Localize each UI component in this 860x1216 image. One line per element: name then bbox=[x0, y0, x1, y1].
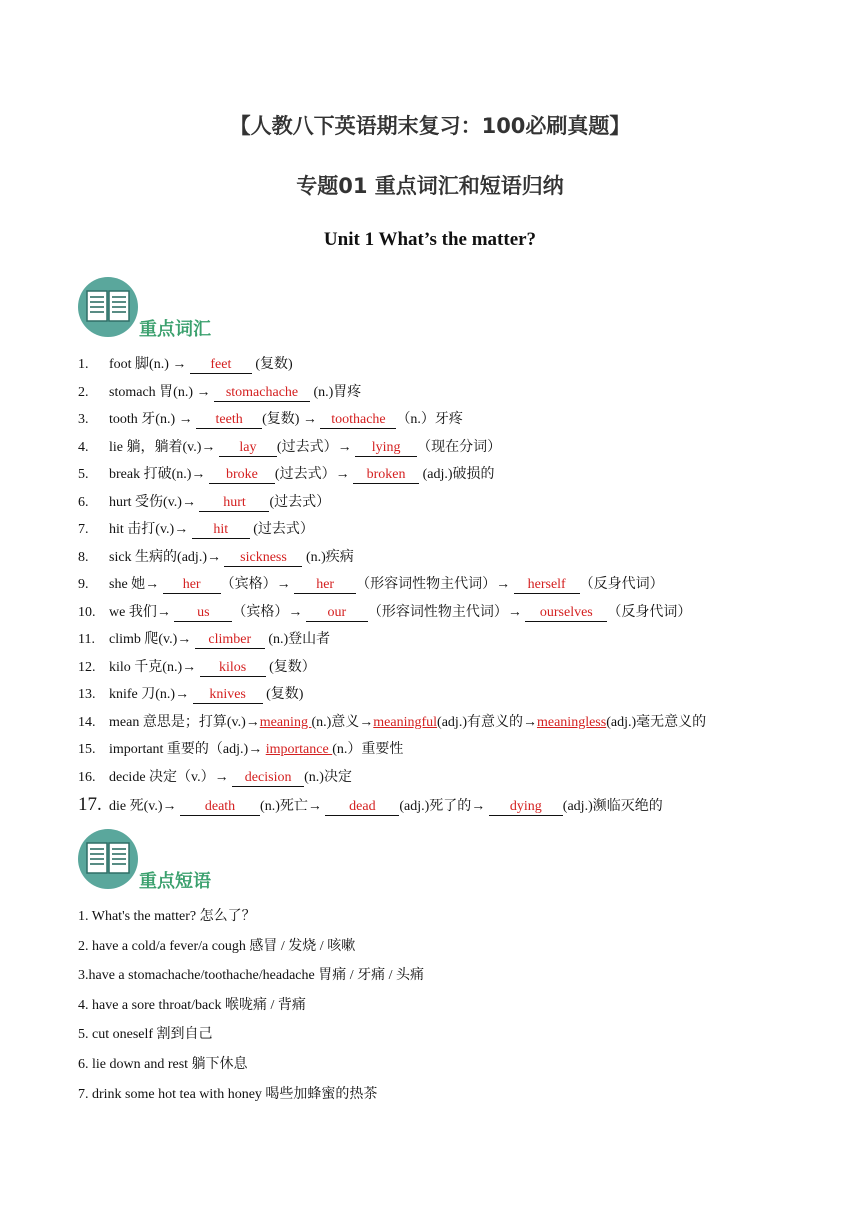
item-text: (过去式） bbox=[269, 494, 331, 510]
answer-underlined: meaning bbox=[259, 714, 312, 730]
item-text: hurt 受伤(v.)→ bbox=[109, 494, 200, 510]
item-number: 5. bbox=[78, 467, 89, 482]
item-number: 14. bbox=[78, 714, 96, 730]
item-text: kilo 千克(n.)→ bbox=[109, 659, 200, 675]
item-number: 8. bbox=[78, 549, 89, 565]
item-text: (adj.)死了的→ bbox=[399, 799, 489, 814]
vocab-item bbox=[78, 654, 838, 682]
item-number: 12. bbox=[78, 659, 96, 675]
vocab-item bbox=[78, 791, 838, 819]
vocab-list bbox=[78, 351, 838, 819]
item-text: （反身代词） bbox=[607, 604, 692, 620]
vocab-item bbox=[78, 626, 838, 654]
item-text: (n.)胃疼 bbox=[309, 384, 362, 400]
document-title: 【人教八下英语期末复习：100必刷真题】 bbox=[229, 114, 631, 138]
item-text: (n.)决定 bbox=[304, 769, 352, 785]
phrase-section-title: 重点短语 bbox=[139, 871, 211, 892]
item-text: (复数） bbox=[265, 659, 316, 675]
item-text: (n.)疾病 bbox=[302, 549, 354, 565]
vocab-item bbox=[78, 516, 838, 544]
answer-blank: sickness bbox=[224, 550, 302, 567]
vocab-item bbox=[78, 379, 838, 407]
item-text: (过去式）→ bbox=[274, 467, 354, 482]
topic-subtitle: 专题01 重点词汇和短语归纳 bbox=[296, 174, 564, 198]
item-number: 4. bbox=[78, 439, 89, 455]
vocab-item bbox=[78, 599, 838, 627]
item-text: die 死(v.)→ bbox=[109, 799, 181, 814]
answer-blank: toothache bbox=[320, 412, 396, 429]
item-number: 15. bbox=[78, 742, 96, 757]
item-text: tooth 牙(n.) → bbox=[109, 412, 197, 427]
item-text: she 她→ bbox=[109, 577, 163, 592]
item-text: mean 意思是；打算(v.)→ bbox=[109, 714, 260, 730]
item-text: (复数) bbox=[251, 357, 293, 372]
vocab-item bbox=[78, 544, 838, 572]
item-text: （宾格）→ bbox=[232, 604, 306, 620]
item-text: climb 爬(v.)→ bbox=[109, 632, 195, 647]
item-text: (adj.)毫无意义的 bbox=[606, 714, 707, 730]
item-number: 7. bbox=[78, 522, 89, 537]
item-text: lie 躺，躺着(v.)→ bbox=[109, 439, 219, 455]
item-number: 3. bbox=[78, 412, 89, 427]
answer-blank: teeth bbox=[196, 412, 262, 429]
answer-blank: her bbox=[163, 577, 221, 594]
unit-heading: Unit 1 What’s the matter? bbox=[323, 229, 537, 250]
item-text: we 我们→ bbox=[109, 604, 175, 620]
vocab-item bbox=[78, 489, 838, 517]
answer-blank: broke bbox=[209, 467, 275, 484]
answer-underlined: meaningless bbox=[536, 714, 607, 730]
answer-blank: kilos bbox=[200, 660, 266, 677]
item-text: (n.)意义→ bbox=[311, 714, 374, 730]
answer-blank: death bbox=[180, 799, 260, 816]
item-text: (过去式） bbox=[249, 522, 314, 537]
book-icon bbox=[78, 277, 138, 337]
answer-blank: broken bbox=[353, 467, 419, 484]
item-text: （n.）牙疼 bbox=[396, 412, 463, 427]
item-text: break 打破(n.)→ bbox=[109, 467, 209, 482]
vocab-item bbox=[78, 764, 838, 792]
item-text: important 重要的（adj.)→ bbox=[109, 742, 266, 757]
answer-blank: lay bbox=[219, 440, 277, 457]
item-text: sick 生病的(adj.)→ bbox=[109, 549, 225, 565]
item-number: 2. bbox=[78, 384, 89, 400]
answer-blank: her bbox=[294, 577, 356, 594]
answer-underlined: importance bbox=[265, 742, 333, 757]
answer-underlined: meaningful bbox=[373, 714, 438, 730]
item-text: (过去式）→ bbox=[276, 439, 356, 455]
item-text: stomach 胃(n.) → bbox=[109, 384, 214, 400]
item-text: (adj.)破损的 bbox=[419, 467, 495, 482]
item-text: （宾格）→ bbox=[220, 577, 295, 592]
vocab-item bbox=[78, 461, 838, 489]
item-text: （形容词性物主代词）→ bbox=[367, 604, 526, 620]
vocab-item bbox=[78, 709, 838, 737]
item-text: (复数) bbox=[262, 687, 304, 702]
phrase-list bbox=[78, 902, 424, 1109]
phrase-item: 1. What's the matter? 怎么了？ bbox=[78, 909, 256, 924]
item-text: （形容词性物主代词）→ bbox=[356, 577, 514, 592]
answer-blank: hit bbox=[192, 522, 250, 539]
vocab-item bbox=[78, 406, 838, 434]
item-number: 10. bbox=[78, 604, 96, 620]
phrase-item: 3.have a stomachache/toothache/headache 胃痛 / 牙痛 / 头痛 bbox=[78, 968, 424, 984]
book-icon bbox=[78, 829, 138, 889]
answer-blank: us bbox=[174, 605, 232, 622]
phrase-item: 7. drink some hot tea with honey 喝些加蜂蜜的热茶 bbox=[78, 1086, 378, 1102]
vocab-item bbox=[78, 434, 838, 462]
item-text: knife 刀(n.)→ bbox=[109, 687, 193, 702]
answer-blank: ourselves bbox=[525, 605, 607, 622]
phrase-item: 2. have a cold/a fever/a cough 感冒 / 发烧 / 咳嗽 bbox=[78, 938, 356, 954]
item-number: 16. bbox=[78, 769, 96, 785]
item-text: foot 脚(n.) → bbox=[109, 357, 190, 372]
vocab-section-title: 重点词汇 bbox=[139, 319, 211, 340]
phrase-item: 4. have a sore throat/back 喉咙痛 / 背痛 bbox=[78, 997, 306, 1013]
item-text: (复数) → bbox=[262, 412, 321, 427]
item-number: 6. bbox=[78, 494, 89, 510]
item-text: (n.)死亡→ bbox=[260, 799, 326, 814]
vocab-item bbox=[78, 681, 838, 709]
vocab-item bbox=[78, 571, 838, 599]
item-text: （现在分词） bbox=[417, 439, 502, 455]
item-text: （反身代词） bbox=[579, 577, 664, 592]
answer-blank: lying bbox=[355, 440, 417, 457]
item-text: (adj.)濒临灭绝的 bbox=[562, 799, 663, 814]
answer-blank: stomachache bbox=[214, 385, 310, 402]
vocab-item bbox=[78, 351, 838, 379]
answer-blank: climber bbox=[195, 632, 265, 649]
item-text: (n.)登山者 bbox=[264, 632, 331, 647]
answer-blank: knives bbox=[193, 687, 263, 704]
answer-blank: dead bbox=[325, 799, 399, 816]
phrase-item: 6. lie down and rest 躺下休息 bbox=[78, 1056, 248, 1072]
answer-blank: our bbox=[306, 605, 368, 622]
item-number: 1. bbox=[78, 357, 89, 372]
answer-blank: feet bbox=[190, 357, 252, 374]
item-text: hit 击打(v.)→ bbox=[109, 522, 192, 537]
item-number: 17. bbox=[78, 794, 102, 815]
item-number: 9. bbox=[78, 577, 89, 592]
item-text: decide 决定（v.）→ bbox=[109, 769, 233, 785]
answer-blank: herself bbox=[514, 577, 580, 594]
item-number: 13. bbox=[78, 687, 96, 702]
item-text: (adj.)有意义的→ bbox=[437, 714, 537, 730]
answer-blank: decision bbox=[232, 770, 304, 787]
phrase-item: 5. cut oneself 割到自己 bbox=[78, 1027, 213, 1043]
answer-blank: dying bbox=[489, 799, 563, 816]
answer-blank: hurt bbox=[199, 495, 269, 512]
item-number: 11. bbox=[78, 632, 95, 647]
vocab-item bbox=[78, 736, 838, 764]
item-text: (n.）重要性 bbox=[332, 742, 404, 757]
